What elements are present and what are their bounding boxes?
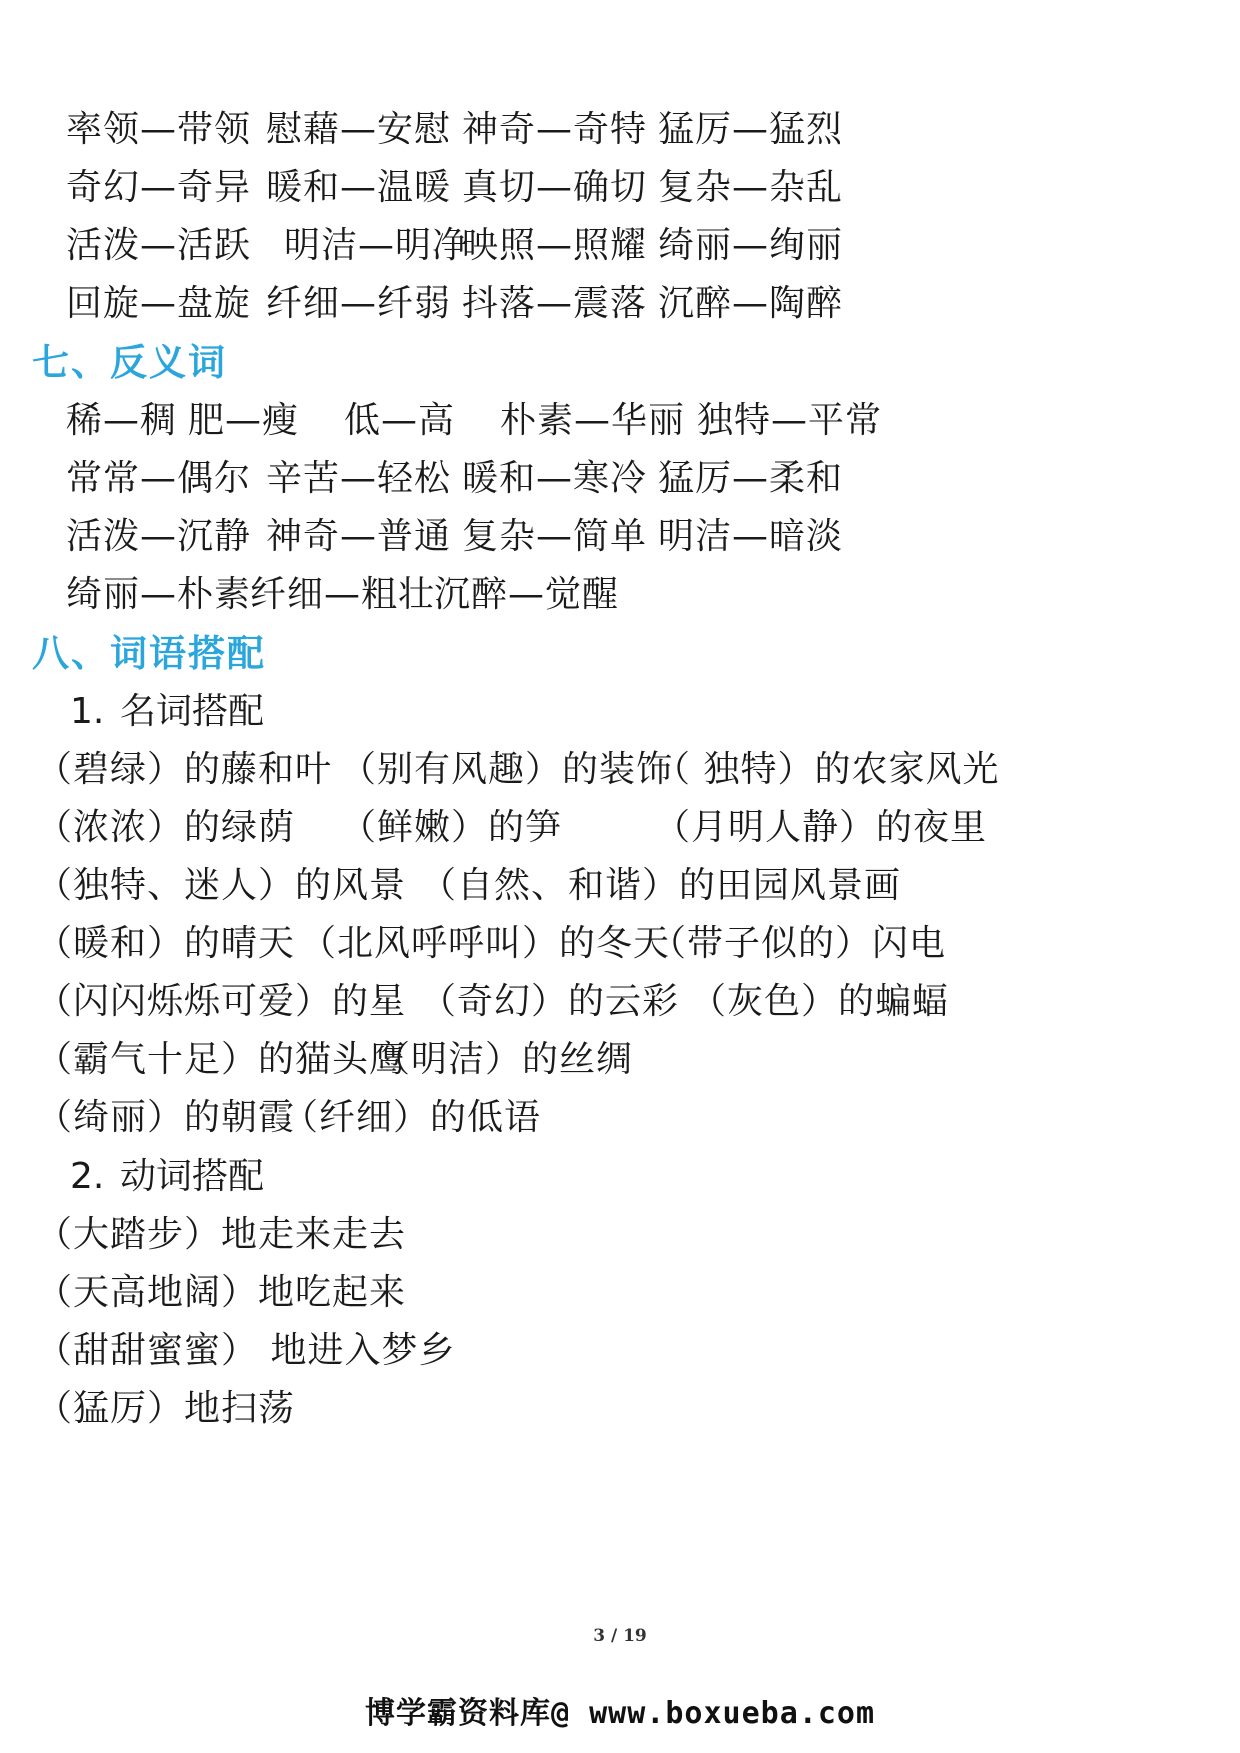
collocation: （暖和）的晴天	[36, 923, 296, 964]
collocation: （纤细）的低语	[282, 1097, 542, 1138]
collocation: （天高地阔）地吃起来	[36, 1272, 407, 1313]
collocation: （自然、和谐）的田园风景画	[420, 865, 902, 906]
word-pair: 明洁—暗淡	[658, 516, 844, 557]
word-pair: 纤细—粗壮	[250, 574, 436, 615]
word-pair: 映照—照耀	[462, 225, 648, 266]
word-pair: 暖和—温暖	[266, 167, 452, 208]
word-pair: 绮丽—朴素	[66, 574, 252, 615]
word-pair: 明洁—明净	[284, 225, 470, 266]
collocation: （奇幻）的云彩	[420, 981, 680, 1022]
page-number: 3 / 19	[593, 1626, 647, 1646]
word-pair: 真切—确切	[462, 167, 648, 208]
subheading-label: 动词搭配	[120, 1156, 265, 1197]
collocation: （明洁）的丝绸	[374, 1039, 634, 1080]
watermark	[0, 1688, 1240, 1732]
collocation: （绮丽）的朝霞	[36, 1097, 296, 1138]
word-pair: 暖和—寒冷	[462, 458, 648, 499]
subheading-noun-collocations	[70, 680, 264, 744]
word-pair: 独特—平常	[697, 400, 883, 441]
word-pair: 活泼—沉静	[66, 516, 252, 557]
word-pair: 沉醉—觉醒	[434, 574, 620, 615]
collocation: （甜甜蜜蜜） 地进入梦乡	[36, 1330, 456, 1371]
watermark-name: 博学霸资料库	[364, 1696, 551, 1731]
subheading-label: 名词搭配	[120, 691, 265, 732]
word-pair: 猛厉—猛烈	[658, 109, 844, 150]
word-pair: 肥—瘦	[188, 400, 300, 441]
section-heading-antonyms: 七、反义词	[32, 341, 227, 384]
collocation: （独特、迷人）的风景	[36, 865, 407, 906]
word-pair: 朴素—华丽	[500, 400, 686, 441]
word-pair: 率领—带领	[66, 109, 252, 150]
collocation: （带子似的）闪电	[650, 923, 947, 964]
collocation: （大踏步）地走来走去	[36, 1214, 407, 1255]
word-pair: 纤细—纤弱	[266, 283, 452, 324]
word-pair: 猛厉—柔和	[658, 458, 844, 499]
word-pair: 沉醉—陶醉	[658, 283, 844, 324]
collocation: （霸气十足）的猫头鹰	[36, 1039, 407, 1080]
word-pair: 抖落—震落	[462, 283, 648, 324]
word-pair: 慰藉—安慰	[266, 109, 452, 150]
word-pair: 复杂—杂乱	[658, 167, 844, 208]
collocation: （ 独特）的农家风光	[654, 749, 1000, 790]
collocation: （猛厉）地扫荡	[36, 1388, 296, 1429]
word-pair: 常常—偶尔	[66, 458, 252, 499]
collocation: （鲜嫩）的笋	[340, 807, 563, 848]
watermark-url: @ www.boxueba.com	[550, 1696, 876, 1731]
collocation: （北风呼呼叫）的冬天	[300, 923, 671, 964]
subheading-verb-collocations	[70, 1145, 264, 1209]
collocation: （浓浓）的绿荫	[36, 807, 296, 848]
subheading-number: 1.	[70, 691, 105, 732]
section-heading-collocations: 八、词语搭配	[32, 632, 266, 675]
collocation: （闪闪烁烁可爱）的星	[36, 981, 407, 1022]
word-pair: 绮丽—绚丽	[658, 225, 844, 266]
collocation: （碧绿）的藤和叶	[36, 749, 333, 790]
collocation: （月明人静）的夜里	[654, 807, 988, 848]
word-pair: 奇幻—奇异	[66, 167, 252, 208]
word-pair: 低—高	[344, 400, 456, 441]
collocation: （别有风趣）的装饰	[340, 749, 674, 790]
word-pair: 回旋—盘旋	[66, 283, 252, 324]
word-pair: 神奇—普通	[266, 516, 452, 557]
word-pair: 神奇—奇特	[462, 109, 648, 150]
word-pair: 复杂—简单	[462, 516, 648, 557]
subheading-number: 2.	[70, 1156, 105, 1197]
word-pair: 稀—稠	[66, 400, 178, 441]
collocation: （灰色）的蝙蝠	[690, 981, 950, 1022]
word-pair: 活泼—活跃	[66, 225, 252, 266]
word-pair: 辛苦—轻松	[266, 458, 452, 499]
